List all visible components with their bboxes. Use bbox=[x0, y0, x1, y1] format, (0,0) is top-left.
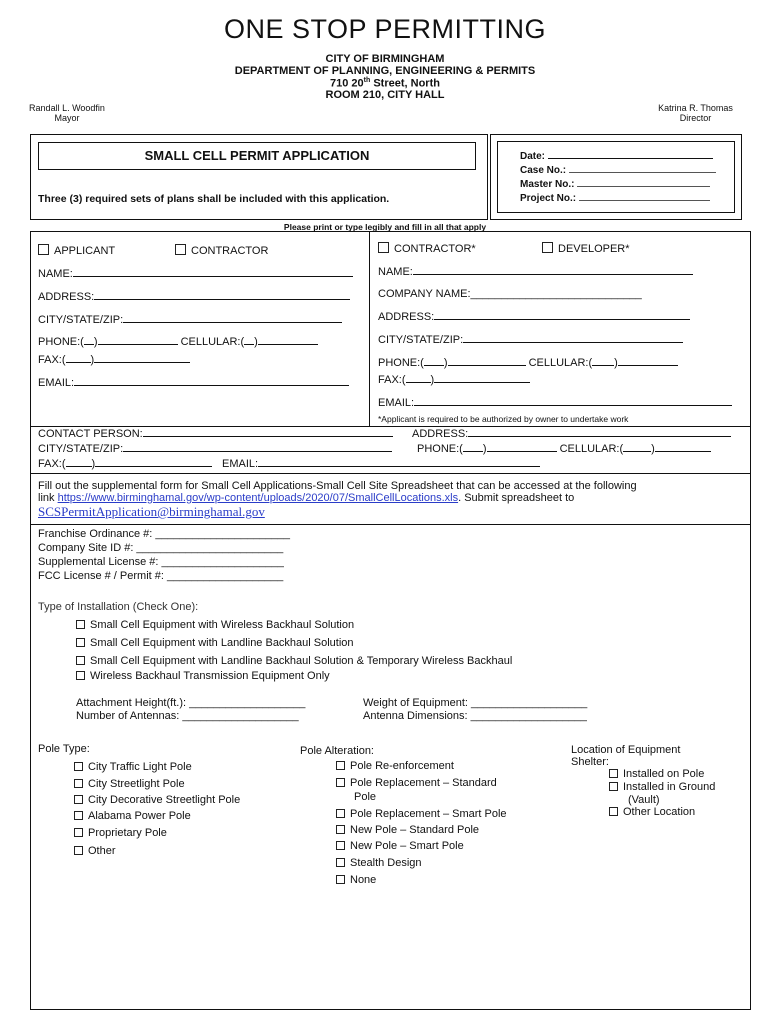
weight-field[interactable]: Weight of Equipment: ___________________ bbox=[363, 697, 588, 709]
contact-email-field[interactable]: EMAIL: bbox=[222, 458, 540, 470]
contact-address-field[interactable]: ADDRESS: bbox=[412, 428, 731, 440]
pole-alteration-option-2[interactable]: Pole Replacement – Standard bbox=[336, 777, 497, 789]
right-fax-field[interactable]: FAX:( ) bbox=[378, 374, 530, 386]
pole-type-option-5[interactable]: Proprietary Pole bbox=[74, 827, 167, 839]
grid-bottom-line bbox=[30, 1009, 751, 1010]
director-role: Director bbox=[679, 113, 712, 123]
right-address-field[interactable]: ADDRESS: bbox=[378, 311, 690, 323]
pole-alteration-option-2-cont: Pole bbox=[354, 791, 377, 803]
mayor-name: Randall L. Woodfin bbox=[29, 103, 105, 113]
plans-note: Three (3) required sets of plans shall be included with this application. bbox=[38, 193, 390, 205]
developer-checkbox[interactable] bbox=[542, 242, 553, 253]
location-heading-cont: Shelter: bbox=[571, 756, 609, 768]
installation-checkbox-1[interactable] bbox=[76, 620, 85, 629]
pole-alteration-checkbox-7[interactable] bbox=[336, 875, 345, 884]
grid-right-line bbox=[750, 231, 751, 1010]
location-checkbox-2[interactable] bbox=[609, 782, 618, 791]
pole-type-checkbox-5[interactable] bbox=[74, 828, 83, 837]
location-heading: Location of Equipment bbox=[571, 744, 681, 756]
right-email-field[interactable]: EMAIL: bbox=[378, 397, 732, 409]
left-email-field[interactable]: EMAIL: bbox=[38, 377, 349, 389]
right-city-field[interactable]: CITY/STATE/ZIP: bbox=[378, 334, 683, 346]
master-no-field[interactable]: Master No.: bbox=[520, 179, 710, 190]
pole-alteration-checkbox-1[interactable] bbox=[336, 761, 345, 770]
spreadsheet-link[interactable]: https://www.birminghamal.gov/wp-content/uploads/2020/07/SmallCellLocations.xls bbox=[57, 492, 459, 504]
submission-email-line bbox=[38, 504, 265, 520]
applicant-checkbox[interactable] bbox=[38, 244, 49, 255]
installation-option-1[interactable]: Small Cell Equipment with Wireless Backhaul Solution bbox=[76, 619, 354, 631]
pole-type-heading: Pole Type: bbox=[38, 743, 90, 755]
page-title: ONE STOP PERMITTING bbox=[223, 14, 547, 44]
left-contractor-option[interactable]: CONTRACTOR bbox=[175, 244, 268, 257]
developer-option[interactable]: DEVELOPER* bbox=[542, 242, 630, 255]
grid-contact-top-line bbox=[30, 426, 751, 427]
right-name-field[interactable]: NAME: bbox=[378, 266, 693, 278]
location-checkbox-3[interactable] bbox=[609, 807, 618, 816]
antenna-dimensions-field[interactable]: Antenna Dimensions: ___________________ bbox=[363, 710, 587, 722]
installation-checkbox-2[interactable] bbox=[76, 638, 85, 647]
grid-middle-line bbox=[369, 231, 370, 427]
supplemental-link-line: link https://www.birminghamal.gov/wp-content/uploads/2020/07/SmallCellLocations.xls. Submit spreadsheet to bbox=[38, 492, 575, 504]
left-fax-field[interactable]: FAX:( ) bbox=[38, 354, 190, 366]
pole-alteration-heading: Pole Alteration: bbox=[300, 745, 374, 757]
pole-alteration-option-5[interactable]: New Pole – Smart Pole bbox=[336, 840, 464, 852]
left-address-field[interactable]: ADDRESS: bbox=[38, 291, 350, 303]
pole-alteration-checkbox-2[interactable] bbox=[336, 778, 345, 787]
location-option-3[interactable]: Other Location bbox=[609, 806, 695, 818]
pole-alteration-option-7[interactable]: None bbox=[336, 874, 376, 886]
pole-alteration-option-1[interactable]: Pole Re-enforcement bbox=[336, 760, 454, 772]
contact-phone-field[interactable]: PHONE:( ) CELLULAR:( ) bbox=[417, 443, 711, 455]
left-phone-field[interactable]: PHONE:( ) CELLULAR:( ) bbox=[38, 336, 318, 348]
company-site-field[interactable]: Company Site ID #: ________________________ bbox=[38, 542, 284, 554]
installation-option-3[interactable]: Small Cell Equipment with Landline Backhaul Solution & Temporary Wireless Backhaul bbox=[76, 655, 512, 667]
department-name: DEPARTMENT OF PLANNING, ENGINEERING & PERMITS bbox=[234, 65, 536, 77]
pole-alteration-checkbox-4[interactable] bbox=[336, 825, 345, 834]
director-block bbox=[648, 103, 743, 123]
installation-checkbox-4[interactable] bbox=[76, 671, 85, 680]
submission-email-link[interactable]: SCSPermitApplication@birminghamal.gov bbox=[38, 504, 265, 519]
left-city-field[interactable]: CITY/STATE/ZIP: bbox=[38, 314, 342, 326]
grid-contact-bottom-line bbox=[30, 473, 751, 474]
pole-alteration-option-6[interactable]: Stealth Design bbox=[336, 857, 422, 869]
street-address: 710 20th Street, North bbox=[330, 77, 440, 90]
pole-type-option-4[interactable]: Alabama Power Pole bbox=[74, 810, 191, 822]
applicant-option[interactable]: APPLICANT bbox=[38, 244, 115, 257]
authorization-note: *Applicant is required to be authorized by owner to undertake work bbox=[378, 414, 629, 424]
pole-alteration-checkbox-5[interactable] bbox=[336, 841, 345, 850]
left-name-field[interactable]: NAME: bbox=[38, 268, 353, 280]
pole-type-checkbox-4[interactable] bbox=[74, 811, 83, 820]
pole-alteration-option-4[interactable]: New Pole – Standard Pole bbox=[336, 824, 479, 836]
pole-type-checkbox-3[interactable] bbox=[74, 795, 83, 804]
right-contractor-checkbox[interactable] bbox=[378, 242, 389, 253]
mayor-role: Mayor bbox=[54, 113, 80, 123]
pole-type-option-6[interactable]: Other bbox=[74, 845, 116, 857]
grid-supplemental-bottom-line bbox=[30, 524, 751, 525]
print-note: Please print or type legibly and fill in all that apply bbox=[283, 222, 487, 232]
permit-title: SMALL CELL PERMIT APPLICATION bbox=[144, 148, 370, 163]
pole-alteration-option-3[interactable]: Pole Replacement – Smart Pole bbox=[336, 808, 507, 820]
location-option-2-cont: (Vault) bbox=[628, 794, 660, 806]
installation-heading: Type of Installation (Check One): bbox=[38, 601, 199, 613]
installation-option-4[interactable]: Wireless Backhaul Transmission Equipment Only bbox=[76, 670, 330, 682]
supplemental-text: Fill out the supplemental form for Small Cell Applications-Small Cell Site Spreadsheet that can be accessed at the following bbox=[38, 480, 637, 492]
pole-type-checkbox-6[interactable] bbox=[74, 846, 83, 855]
company-name-field[interactable]: COMPANY NAME:____________________________ bbox=[378, 288, 642, 300]
date-field[interactable]: Date: bbox=[520, 151, 713, 162]
right-phone-field[interactable]: PHONE:( ) CELLULAR:( ) bbox=[378, 357, 678, 369]
contact-person-field[interactable]: CONTACT PERSON: bbox=[38, 428, 393, 440]
contact-fax-field[interactable]: FAX:( ) bbox=[38, 458, 212, 470]
installation-option-2[interactable]: Small Cell Equipment with Landline Backhaul Solution bbox=[76, 637, 354, 649]
pole-alteration-checkbox-6[interactable] bbox=[336, 858, 345, 867]
location-checkbox-1[interactable] bbox=[609, 769, 618, 778]
right-contractor-option[interactable]: CONTRACTOR* bbox=[378, 242, 476, 255]
project-no-field[interactable]: Project No.: bbox=[520, 193, 710, 204]
location-option-1[interactable]: Installed on Pole bbox=[609, 768, 704, 780]
pole-alteration-checkbox-3[interactable] bbox=[336, 809, 345, 818]
grid-left-line bbox=[30, 231, 31, 1010]
pole-type-option-3[interactable]: City Decorative Streetlight Pole bbox=[74, 794, 240, 806]
pole-type-checkbox-1[interactable] bbox=[74, 762, 83, 771]
room-address: ROOM 210, CITY HALL bbox=[325, 89, 445, 101]
case-no-field[interactable]: Case No.: bbox=[520, 165, 716, 176]
left-contractor-checkbox[interactable] bbox=[175, 244, 186, 255]
attachment-height-field[interactable]: Attachment Height(ft.): ___________________ bbox=[76, 697, 306, 709]
pole-type-option-1[interactable]: City Traffic Light Pole bbox=[74, 761, 192, 773]
location-option-2[interactable]: Installed in Ground bbox=[609, 781, 715, 793]
pole-type-option-2[interactable]: City Streetlight Pole bbox=[74, 778, 185, 790]
installation-checkbox-3[interactable] bbox=[76, 656, 85, 665]
city-name: CITY OF BIRMINGHAM bbox=[325, 53, 445, 65]
director-name: Katrina R. Thomas bbox=[658, 103, 733, 113]
mayor-block bbox=[22, 103, 112, 123]
num-antennas-field[interactable]: Number of Antennas: ___________________ bbox=[76, 710, 299, 722]
pole-type-checkbox-2[interactable] bbox=[74, 779, 83, 788]
franchise-field[interactable]: Franchise Ordinance #: ______________________ bbox=[38, 528, 290, 540]
supplemental-license-field[interactable]: Supplemental License #: ____________________ bbox=[38, 556, 284, 568]
fcc-license-field[interactable]: FCC License # / Permit #: ___________________ bbox=[38, 570, 284, 582]
contact-city-field[interactable]: CITY/STATE/ZIP: bbox=[38, 443, 392, 455]
